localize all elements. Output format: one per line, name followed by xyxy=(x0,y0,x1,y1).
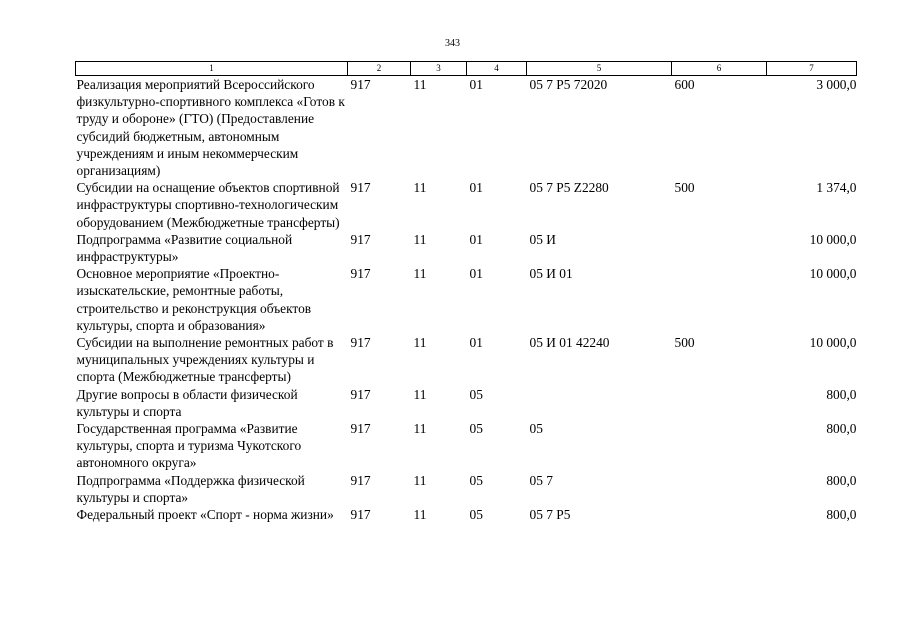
admin-code-cell: 917 xyxy=(350,421,371,437)
table-row xyxy=(76,386,857,420)
section-cell: 11 xyxy=(413,472,427,488)
admin-code-cell: 917 xyxy=(350,180,371,196)
admin-code-cell: 917 xyxy=(350,507,371,523)
target-article-cell: 05 7 Р5 Z2280 xyxy=(529,180,609,196)
header-cell-1: 1 xyxy=(76,62,348,76)
section-cell: 11 xyxy=(413,335,427,351)
admin-code-cell: 917 xyxy=(350,266,371,282)
subsection-cell: 05 xyxy=(469,421,483,437)
target-article-cell: 05 7 Р5 72020 xyxy=(529,77,608,92)
target-article-cell: 05 7 xyxy=(529,472,553,488)
subsection-cell: 05 xyxy=(469,472,483,488)
admin-code-cell: 917 xyxy=(350,335,371,351)
header-cell-2: 2 xyxy=(348,62,411,76)
admin-code-cell: 917 xyxy=(350,77,371,92)
table-row xyxy=(76,231,857,265)
subsection-cell: 01 xyxy=(469,77,483,92)
expense-type-cell xyxy=(672,472,767,506)
admin-code-cell: 917 xyxy=(350,231,371,247)
amount-cell: 800,0 xyxy=(826,421,857,437)
budget-table xyxy=(75,61,857,523)
expense-type-cell xyxy=(672,265,767,334)
header-cell-6: 6 xyxy=(672,62,767,76)
header-cell-4: 4 xyxy=(467,62,527,76)
expense-type-cell xyxy=(672,420,767,472)
row-name-cell: Другие вопросы в области физической культуры и спорта xyxy=(76,386,298,419)
table-row xyxy=(76,76,857,180)
target-article-cell: 05 И 01 xyxy=(529,266,573,282)
table-row xyxy=(76,506,857,523)
row-name-cell: Подпрограмма «Развитие социальной инфраструктуры» xyxy=(76,231,293,265)
target-article-cell: 05 И xyxy=(529,231,556,247)
section-cell: 11 xyxy=(413,386,427,402)
amount-cell: 3 000,0 xyxy=(816,77,857,92)
section-cell: 11 xyxy=(413,77,427,92)
subsection-cell: 01 xyxy=(469,180,483,196)
amount-cell: 800,0 xyxy=(826,472,857,488)
row-name-cell: Подпрограмма «Поддержка физической культуры и спорта» xyxy=(76,472,305,505)
table-row xyxy=(76,265,857,334)
subsection-cell: 01 xyxy=(469,231,483,247)
section-cell: 11 xyxy=(413,507,427,523)
amount-cell: 1 374,0 xyxy=(816,180,857,196)
row-name-cell: Основное мероприятие «Проектно-изыскательские, ремонтные работы, строительство и реконструкция объектов культуры, спорта и образования» xyxy=(76,266,312,333)
subsection-cell: 05 xyxy=(469,386,483,402)
expense-type-cell xyxy=(672,386,767,420)
row-name-cell: Государственная программа «Развитие культуры, спорта и туризма Чукотского автономного округа» xyxy=(76,421,302,471)
subsection-cell: 01 xyxy=(469,266,483,282)
section-cell: 11 xyxy=(413,421,427,437)
section-cell: 11 xyxy=(413,231,427,247)
admin-code-cell: 917 xyxy=(350,472,371,488)
header-cell-3: 3 xyxy=(411,62,467,76)
target-article-cell xyxy=(527,386,672,420)
page-number: 343 xyxy=(445,38,460,49)
table-row xyxy=(76,179,857,231)
expense-type-cell: 600 xyxy=(674,77,695,92)
expense-type-cell xyxy=(672,506,767,523)
header-row xyxy=(76,62,857,76)
header-cell-7: 7 xyxy=(767,62,857,76)
amount-cell: 10 000,0 xyxy=(809,335,857,351)
amount-cell: 10 000,0 xyxy=(809,266,857,282)
section-cell: 11 xyxy=(413,266,427,282)
table-body xyxy=(76,76,857,524)
table-header xyxy=(76,62,857,76)
target-article-cell: 05 xyxy=(529,421,543,437)
header-cell-5: 5 xyxy=(527,62,672,76)
amount-cell: 800,0 xyxy=(826,507,857,523)
target-article-cell: 05 7 Р5 xyxy=(529,507,571,523)
amount-cell: 800,0 xyxy=(826,386,857,402)
target-article-cell: 05 И 01 42240 xyxy=(529,335,610,351)
table-row xyxy=(76,334,857,386)
expense-type-cell: 500 xyxy=(674,335,695,351)
subsection-cell: 01 xyxy=(469,335,483,351)
table-row xyxy=(76,472,857,506)
row-name-cell: Субсидии на выполнение ремонтных работ в муниципальных учреждениях культуры и спорта (Межбюджетные трансферты) xyxy=(76,335,334,385)
subsection-cell: 05 xyxy=(469,507,483,523)
row-name-cell: Реализация мероприятий Всероссийского физкультурно-спортивного комплекса «Готов к труду и обороне» (ГТО) (Предоставление субсидий бюджетным, автономным учреждениям и иным некоммерческим организациям) xyxy=(76,77,345,179)
amount-cell: 10 000,0 xyxy=(809,231,857,247)
expense-type-cell: 500 xyxy=(674,180,695,196)
admin-code-cell: 917 xyxy=(350,386,371,402)
row-name-cell: Субсидии на оснащение объектов спортивной инфраструктуры спортивно-технологическим оборудованием (Межбюджетные трансферты) xyxy=(76,180,340,230)
expense-type-cell xyxy=(672,231,767,265)
table-row xyxy=(76,420,857,472)
section-cell: 11 xyxy=(413,180,427,196)
row-name-cell: Федеральный проект «Спорт - норма жизни» xyxy=(76,507,334,523)
